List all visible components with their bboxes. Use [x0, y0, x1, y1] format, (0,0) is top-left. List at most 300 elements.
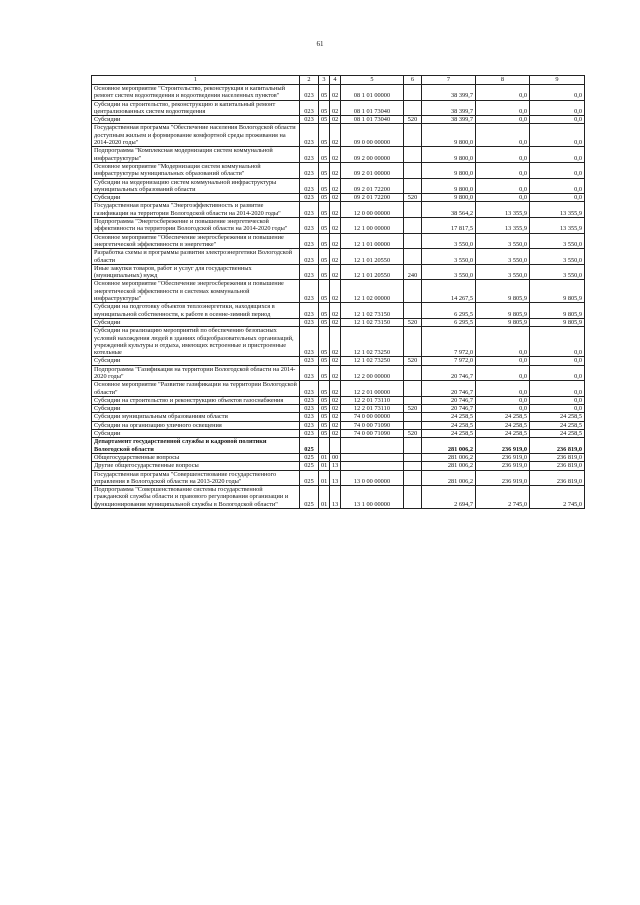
row-name-cell: Государственная программа "Энергоэффективность и развитие газификации на территории Вологодской области на 2014-2020 годы" — [92, 202, 300, 218]
row-target-article-cell: 08 1 01 00000 — [341, 85, 404, 101]
row-value-1-cell: 281 006,2 — [422, 470, 476, 486]
row-subsection-cell: 00 — [330, 453, 341, 461]
row-subsection-cell: 02 — [330, 396, 341, 404]
row-subsection-cell: 02 — [330, 162, 341, 178]
row-value-2-cell: 3 550,0 — [476, 249, 530, 265]
row-code-cell: 023 — [300, 381, 319, 397]
row-value-3-cell: 24 258,5 — [530, 413, 585, 421]
row-target-article-cell: 12 2 00 00000 — [341, 365, 404, 381]
row-expense-type-cell: 520 — [404, 194, 422, 202]
row-expense-type-cell: 520 — [404, 116, 422, 124]
row-code-cell: 023 — [300, 249, 319, 265]
table-row — [92, 486, 585, 509]
row-subsection-cell: 02 — [330, 421, 341, 429]
row-code-cell: 023 — [300, 318, 319, 326]
row-expense-type-cell: 520 — [404, 405, 422, 413]
row-section-cell: 05 — [319, 264, 330, 280]
row-value-2-cell: 236 919,0 — [476, 470, 530, 486]
row-value-3-cell: 0,0 — [530, 365, 585, 381]
row-section-cell: 05 — [319, 421, 330, 429]
row-name-cell: Субсидии — [92, 318, 300, 326]
row-value-2-cell: 236 919,0 — [476, 438, 530, 454]
row-target-article-cell: 12 0 00 00000 — [341, 202, 404, 218]
row-value-3-cell: 0,0 — [530, 162, 585, 178]
row-value-3-cell: 3 550,0 — [530, 264, 585, 280]
row-target-article-cell: 12 1 02 73250 — [341, 357, 404, 365]
row-subsection-cell: 02 — [330, 116, 341, 124]
row-subsection-cell: 02 — [330, 124, 341, 147]
row-target-article-cell: 09 0 00 00000 — [341, 124, 404, 147]
row-value-1-cell: 281 006,2 — [422, 453, 476, 461]
table-row — [92, 405, 585, 413]
row-section-cell: 05 — [319, 357, 330, 365]
row-code-cell: 023 — [300, 218, 319, 234]
row-value-2-cell: 0,0 — [476, 124, 530, 147]
row-code-cell: 025 — [300, 453, 319, 461]
row-value-1-cell: 9 800,0 — [422, 147, 476, 163]
table-row — [92, 318, 585, 326]
row-expense-type-cell — [404, 162, 422, 178]
row-name-cell: Подпрограмма "Газификация на территории Вологодской области на 2014-2020 годы" — [92, 365, 300, 381]
row-code-cell: 023 — [300, 357, 319, 365]
row-target-article-cell: 74 0 00 00000 — [341, 413, 404, 421]
row-value-2-cell: 24 258,5 — [476, 421, 530, 429]
row-value-3-cell: 24 258,5 — [530, 421, 585, 429]
row-value-1-cell: 9 800,0 — [422, 124, 476, 147]
row-section-cell: 01 — [319, 486, 330, 509]
row-target-article-cell: 12 1 02 73150 — [341, 318, 404, 326]
header-cell: 6 — [404, 76, 422, 85]
row-value-3-cell: 24 258,5 — [530, 430, 585, 438]
row-code-cell: 023 — [300, 303, 319, 319]
row-target-article-cell: 12 1 01 20550 — [341, 264, 404, 280]
table-row — [92, 249, 585, 265]
row-subsection-cell: 02 — [330, 413, 341, 421]
row-value-1-cell: 14 267,5 — [422, 280, 476, 303]
row-value-3-cell: 236 819,0 — [530, 462, 585, 470]
row-value-3-cell: 0,0 — [530, 396, 585, 404]
row-expense-type-cell — [404, 470, 422, 486]
row-value-1-cell: 38 399,7 — [422, 100, 476, 116]
row-target-article-cell: 08 1 01 73040 — [341, 116, 404, 124]
row-name-cell: Субсидии на строительство, реконструкцию и капитальный ремонт централизованных систем водоотведения — [92, 100, 300, 116]
row-value-2-cell: 9 805,9 — [476, 318, 530, 326]
row-value-2-cell: 0,0 — [476, 116, 530, 124]
table-row — [92, 202, 585, 218]
row-name-cell: Субсидии на организацию уличного освещения — [92, 421, 300, 429]
row-section-cell: 05 — [319, 381, 330, 397]
row-subsection-cell: 02 — [330, 405, 341, 413]
row-section-cell: 05 — [319, 318, 330, 326]
row-code-cell: 023 — [300, 124, 319, 147]
header-cell: 7 — [422, 76, 476, 85]
row-section-cell: 01 — [319, 470, 330, 486]
table-row — [92, 357, 585, 365]
table-row — [92, 218, 585, 234]
row-section-cell: 05 — [319, 280, 330, 303]
row-subsection-cell: 02 — [330, 233, 341, 249]
row-value-2-cell: 0,0 — [476, 178, 530, 194]
row-value-2-cell: 0,0 — [476, 365, 530, 381]
table-row — [92, 100, 585, 116]
row-expense-type-cell — [404, 453, 422, 461]
row-code-cell: 023 — [300, 202, 319, 218]
row-value-1-cell: 281 006,2 — [422, 438, 476, 454]
row-code-cell: 023 — [300, 116, 319, 124]
header-cell: 5 — [341, 76, 404, 85]
row-target-article-cell: 09 2 01 00000 — [341, 162, 404, 178]
row-code-cell: 023 — [300, 85, 319, 101]
row-value-1-cell: 3 550,0 — [422, 233, 476, 249]
row-target-article-cell: 74 0 00 71090 — [341, 430, 404, 438]
row-section-cell: 05 — [319, 147, 330, 163]
row-name-cell: Субсидии на строительство и реконструкцию объектов газоснабжения — [92, 396, 300, 404]
row-value-3-cell: 0,0 — [530, 194, 585, 202]
row-value-3-cell: 236 819,0 — [530, 470, 585, 486]
row-target-article-cell: 12 1 01 20550 — [341, 249, 404, 265]
row-value-1-cell: 7 972,0 — [422, 357, 476, 365]
row-target-article-cell: 74 0 00 71090 — [341, 421, 404, 429]
row-value-2-cell: 3 550,0 — [476, 264, 530, 280]
row-expense-type-cell — [404, 218, 422, 234]
row-expense-type-cell — [404, 438, 422, 454]
row-value-3-cell: 0,0 — [530, 85, 585, 101]
row-value-2-cell: 3 550,0 — [476, 233, 530, 249]
row-value-2-cell: 0,0 — [476, 381, 530, 397]
row-name-cell: Общегосударственные вопросы — [92, 453, 300, 461]
row-code-cell: 023 — [300, 280, 319, 303]
row-value-3-cell: 9 805,9 — [530, 318, 585, 326]
row-name-cell: Субсидии — [92, 357, 300, 365]
row-value-2-cell: 0,0 — [476, 405, 530, 413]
row-expense-type-cell: 520 — [404, 430, 422, 438]
row-expense-type-cell — [404, 233, 422, 249]
row-target-article-cell: 12 1 02 73250 — [341, 327, 404, 357]
row-name-cell: Основное мероприятие "Обеспечение энергосбережения и повышение энергетической эффективности в системах коммунальной инфраструктуры" — [92, 280, 300, 303]
row-code-cell: 023 — [300, 147, 319, 163]
row-value-3-cell: 236 819,0 — [530, 438, 585, 454]
row-value-2-cell: 0,0 — [476, 147, 530, 163]
header-cell: 9 — [530, 76, 585, 85]
row-code-cell: 023 — [300, 365, 319, 381]
row-value-3-cell: 0,0 — [530, 100, 585, 116]
row-name-cell: Департамент государственной службы и кадровой политики Вологодской области — [92, 438, 300, 454]
table-row — [92, 194, 585, 202]
row-section-cell: 05 — [319, 116, 330, 124]
row-subsection-cell: 02 — [330, 318, 341, 326]
row-expense-type-cell — [404, 202, 422, 218]
row-section-cell: 05 — [319, 162, 330, 178]
row-target-article-cell: 12 2 01 00000 — [341, 381, 404, 397]
row-value-1-cell: 17 817,5 — [422, 218, 476, 234]
row-expense-type-cell — [404, 303, 422, 319]
row-value-1-cell: 20 746,7 — [422, 405, 476, 413]
row-code-cell: 023 — [300, 162, 319, 178]
row-expense-type-cell — [404, 100, 422, 116]
row-section-cell: 05 — [319, 405, 330, 413]
table-row — [92, 85, 585, 101]
row-name-cell: Иные закупки товаров, работ и услуг для государственных (муниципальных) нужд — [92, 264, 300, 280]
row-code-cell: 023 — [300, 178, 319, 194]
row-value-1-cell: 24 258,5 — [422, 421, 476, 429]
row-subsection-cell: 02 — [330, 147, 341, 163]
row-value-1-cell: 20 746,7 — [422, 381, 476, 397]
row-code-cell: 023 — [300, 327, 319, 357]
row-subsection-cell: 02 — [330, 264, 341, 280]
table-row — [92, 303, 585, 319]
row-name-cell: Основное мероприятие "Модернизация систем коммунальной инфраструктуры муниципальных образований области" — [92, 162, 300, 178]
row-value-2-cell: 9 805,9 — [476, 280, 530, 303]
row-expense-type-cell — [404, 462, 422, 470]
row-value-3-cell: 0,0 — [530, 381, 585, 397]
row-name-cell: Субсидии — [92, 405, 300, 413]
row-value-3-cell: 9 805,9 — [530, 280, 585, 303]
table-row — [92, 147, 585, 163]
row-name-cell: Субсидии муниципальным образованиям области — [92, 413, 300, 421]
row-value-1-cell: 3 550,0 — [422, 264, 476, 280]
row-target-article-cell: 12 1 02 00000 — [341, 280, 404, 303]
row-section-cell: 05 — [319, 202, 330, 218]
row-target-article-cell: 09 2 00 00000 — [341, 147, 404, 163]
row-value-2-cell: 13 355,9 — [476, 218, 530, 234]
row-expense-type-cell — [404, 178, 422, 194]
row-name-cell: Основное мероприятие "Развитие газификации на территории Вологодской области" — [92, 381, 300, 397]
row-name-cell: Государственная программа "Совершенствование государственного управления в Вологодской области на 2013-2020 годы" — [92, 470, 300, 486]
row-target-article-cell: 12 2 01 73110 — [341, 405, 404, 413]
row-target-article-cell: 09 2 01 72200 — [341, 178, 404, 194]
row-section-cell: 05 — [319, 365, 330, 381]
row-value-2-cell: 0,0 — [476, 162, 530, 178]
header-cell: 1 — [92, 76, 300, 85]
row-name-cell: Основное мероприятие "Строительство, реконструкция и капитальный ремонт систем водоотведения и водоотведения населенных пунктов" — [92, 85, 300, 101]
row-value-2-cell: 24 258,5 — [476, 413, 530, 421]
row-subsection-cell: 02 — [330, 280, 341, 303]
table-row — [92, 162, 585, 178]
page-number: 61 — [316, 40, 324, 48]
row-value-3-cell: 0,0 — [530, 147, 585, 163]
row-expense-type-cell — [404, 381, 422, 397]
row-value-3-cell: 0,0 — [530, 116, 585, 124]
row-value-3-cell: 0,0 — [530, 327, 585, 357]
row-subsection-cell: 02 — [330, 303, 341, 319]
row-code-cell: 025 — [300, 470, 319, 486]
row-target-article-cell: 12 1 00 00000 — [341, 218, 404, 234]
row-name-cell: Подпрограмма "Энергосбережение и повышение энергетической эффективности на территории Вологодской области на 2014-2020 годы" — [92, 218, 300, 234]
row-code-cell: 023 — [300, 421, 319, 429]
row-subsection-cell: 02 — [330, 327, 341, 357]
row-section-cell: 05 — [319, 396, 330, 404]
row-subsection-cell: 02 — [330, 178, 341, 194]
row-code-cell: 023 — [300, 413, 319, 421]
row-value-2-cell: 236 919,0 — [476, 453, 530, 461]
row-subsection-cell — [330, 438, 341, 454]
row-code-cell: 023 — [300, 405, 319, 413]
row-expense-type-cell — [404, 365, 422, 381]
row-section-cell: 05 — [319, 430, 330, 438]
row-section-cell: 05 — [319, 327, 330, 357]
row-subsection-cell: 13 — [330, 462, 341, 470]
row-value-2-cell: 0,0 — [476, 396, 530, 404]
table-row — [92, 280, 585, 303]
header-cell: 2 — [300, 76, 319, 85]
table-row — [92, 178, 585, 194]
row-value-1-cell: 38 564,2 — [422, 202, 476, 218]
row-value-1-cell: 6 295,5 — [422, 318, 476, 326]
row-subsection-cell: 13 — [330, 486, 341, 509]
row-section-cell: 05 — [319, 124, 330, 147]
row-name-cell: Государственная программа "Обеспечение населения Вологодской области доступным жильем и формирование комфортной среды проживания на 2014-2020 годы" — [92, 124, 300, 147]
row-value-2-cell: 9 805,9 — [476, 303, 530, 319]
row-expense-type-cell: 520 — [404, 318, 422, 326]
row-section-cell: 05 — [319, 218, 330, 234]
row-name-cell: Подпрограмма "Комплексная модернизация систем коммунальной инфраструктуры" — [92, 147, 300, 163]
row-value-1-cell: 9 800,0 — [422, 178, 476, 194]
row-expense-type-cell — [404, 421, 422, 429]
header-cell: 4 — [330, 76, 341, 85]
row-value-3-cell: 2 745,0 — [530, 486, 585, 509]
row-subsection-cell: 13 — [330, 470, 341, 486]
row-value-2-cell: 236 919,0 — [476, 462, 530, 470]
row-subsection-cell: 02 — [330, 381, 341, 397]
table-row — [92, 264, 585, 280]
row-section-cell: 01 — [319, 462, 330, 470]
row-expense-type-cell — [404, 396, 422, 404]
row-value-1-cell: 24 258,5 — [422, 413, 476, 421]
row-name-cell: Другие общегосударственные вопросы — [92, 462, 300, 470]
row-value-2-cell: 0,0 — [476, 357, 530, 365]
table-row — [92, 116, 585, 124]
table-row — [92, 124, 585, 147]
row-subsection-cell: 02 — [330, 430, 341, 438]
row-subsection-cell: 02 — [330, 85, 341, 101]
row-expense-type-cell — [404, 327, 422, 357]
row-target-article-cell: 13 0 00 00000 — [341, 470, 404, 486]
row-name-cell: Субсидии на модернизацию систем коммунальной инфраструктуры муниципальных образований области — [92, 178, 300, 194]
table-row — [92, 327, 585, 357]
table-row — [92, 413, 585, 421]
row-code-cell: 023 — [300, 430, 319, 438]
row-target-article-cell: 12 2 01 73110 — [341, 396, 404, 404]
row-value-1-cell: 2 694,7 — [422, 486, 476, 509]
row-value-3-cell: 0,0 — [530, 124, 585, 147]
budget-table — [91, 75, 585, 509]
table-row — [92, 462, 585, 470]
row-value-3-cell: 0,0 — [530, 178, 585, 194]
row-subsection-cell: 02 — [330, 100, 341, 116]
table-row — [92, 453, 585, 461]
row-subsection-cell: 02 — [330, 194, 341, 202]
row-code-cell: 025 — [300, 462, 319, 470]
row-code-cell: 023 — [300, 264, 319, 280]
row-name-cell: Субсидии на подготовку объектов теплоэнергетики, находящихся в муниципальной собственности, к работе в осенне-зимний период — [92, 303, 300, 319]
row-value-2-cell: 0,0 — [476, 194, 530, 202]
row-value-2-cell: 13 355,9 — [476, 202, 530, 218]
row-name-cell: Разработка схемы и программы развития электроэнергетики Вологодской области — [92, 249, 300, 265]
row-section-cell: 01 — [319, 453, 330, 461]
row-name-cell: Субсидии — [92, 116, 300, 124]
row-expense-type-cell — [404, 85, 422, 101]
table-row — [92, 430, 585, 438]
row-name-cell: Основное мероприятие "Обеспечение энергосбережения и повышение энергетической эффективности в энергетике" — [92, 233, 300, 249]
table-row — [92, 381, 585, 397]
table-row — [92, 470, 585, 486]
row-target-article-cell — [341, 453, 404, 461]
row-target-article-cell: 12 1 02 73150 — [341, 303, 404, 319]
row-target-article-cell: 08 1 01 73040 — [341, 100, 404, 116]
row-section-cell: 05 — [319, 100, 330, 116]
row-expense-type-cell — [404, 147, 422, 163]
row-value-2-cell: 0,0 — [476, 85, 530, 101]
row-expense-type-cell: 240 — [404, 264, 422, 280]
row-value-3-cell: 3 550,0 — [530, 249, 585, 265]
row-value-1-cell: 7 972,0 — [422, 327, 476, 357]
row-target-article-cell: 09 2 01 72200 — [341, 194, 404, 202]
row-code-cell: 023 — [300, 194, 319, 202]
row-value-2-cell: 24 258,5 — [476, 430, 530, 438]
row-subsection-cell: 02 — [330, 218, 341, 234]
row-subsection-cell: 02 — [330, 202, 341, 218]
row-code-cell: 023 — [300, 396, 319, 404]
row-value-3-cell: 0,0 — [530, 357, 585, 365]
row-value-3-cell: 236 819,0 — [530, 453, 585, 461]
row-value-3-cell: 13 355,9 — [530, 202, 585, 218]
row-expense-type-cell — [404, 413, 422, 421]
row-value-2-cell: 0,0 — [476, 327, 530, 357]
row-subsection-cell: 02 — [330, 365, 341, 381]
table-row — [92, 365, 585, 381]
row-expense-type-cell — [404, 486, 422, 509]
row-code-cell: 023 — [300, 100, 319, 116]
row-section-cell: 05 — [319, 85, 330, 101]
table-row — [92, 438, 585, 454]
table-row — [92, 421, 585, 429]
header-cell: 3 — [319, 76, 330, 85]
row-value-3-cell: 3 550,0 — [530, 233, 585, 249]
row-section-cell: 05 — [319, 303, 330, 319]
row-section-cell: 05 — [319, 233, 330, 249]
row-target-article-cell: 13 1 00 00000 — [341, 486, 404, 509]
row-value-1-cell: 20 746,7 — [422, 396, 476, 404]
row-section-cell — [319, 438, 330, 454]
row-name-cell: Субсидии — [92, 194, 300, 202]
row-value-3-cell: 13 355,9 — [530, 218, 585, 234]
row-value-3-cell: 0,0 — [530, 405, 585, 413]
row-value-1-cell: 6 295,5 — [422, 303, 476, 319]
row-value-1-cell: 9 800,0 — [422, 194, 476, 202]
row-value-1-cell: 281 006,2 — [422, 462, 476, 470]
row-expense-type-cell: 520 — [404, 357, 422, 365]
row-expense-type-cell — [404, 124, 422, 147]
row-expense-type-cell — [404, 280, 422, 303]
header-cell: 8 — [476, 76, 530, 85]
row-value-1-cell: 20 746,7 — [422, 365, 476, 381]
row-name-cell: Субсидии на реализацию мероприятий по обеспечению безопасных условий нахождения людей в зданиях общеобразовательных организаций, учреждений культуры и отдыха, имеющих встроенные и пристроенные котельные — [92, 327, 300, 357]
row-target-article-cell: 12 1 01 00000 — [341, 233, 404, 249]
row-target-article-cell — [341, 438, 404, 454]
table-header-row — [92, 76, 585, 85]
row-expense-type-cell — [404, 249, 422, 265]
row-code-cell: 025 — [300, 486, 319, 509]
row-subsection-cell: 02 — [330, 249, 341, 265]
row-name-cell: Субсидии — [92, 430, 300, 438]
row-subsection-cell: 02 — [330, 357, 341, 365]
row-target-article-cell — [341, 462, 404, 470]
row-name-cell: Подпрограмма "Совершенствование системы государственной гражданской службы области и правового регулирования организации и функционирования муниципальной службы в Вологодской области" — [92, 486, 300, 509]
row-section-cell: 05 — [319, 249, 330, 265]
row-value-1-cell: 24 258,5 — [422, 430, 476, 438]
table-row — [92, 396, 585, 404]
row-value-1-cell: 9 800,0 — [422, 162, 476, 178]
